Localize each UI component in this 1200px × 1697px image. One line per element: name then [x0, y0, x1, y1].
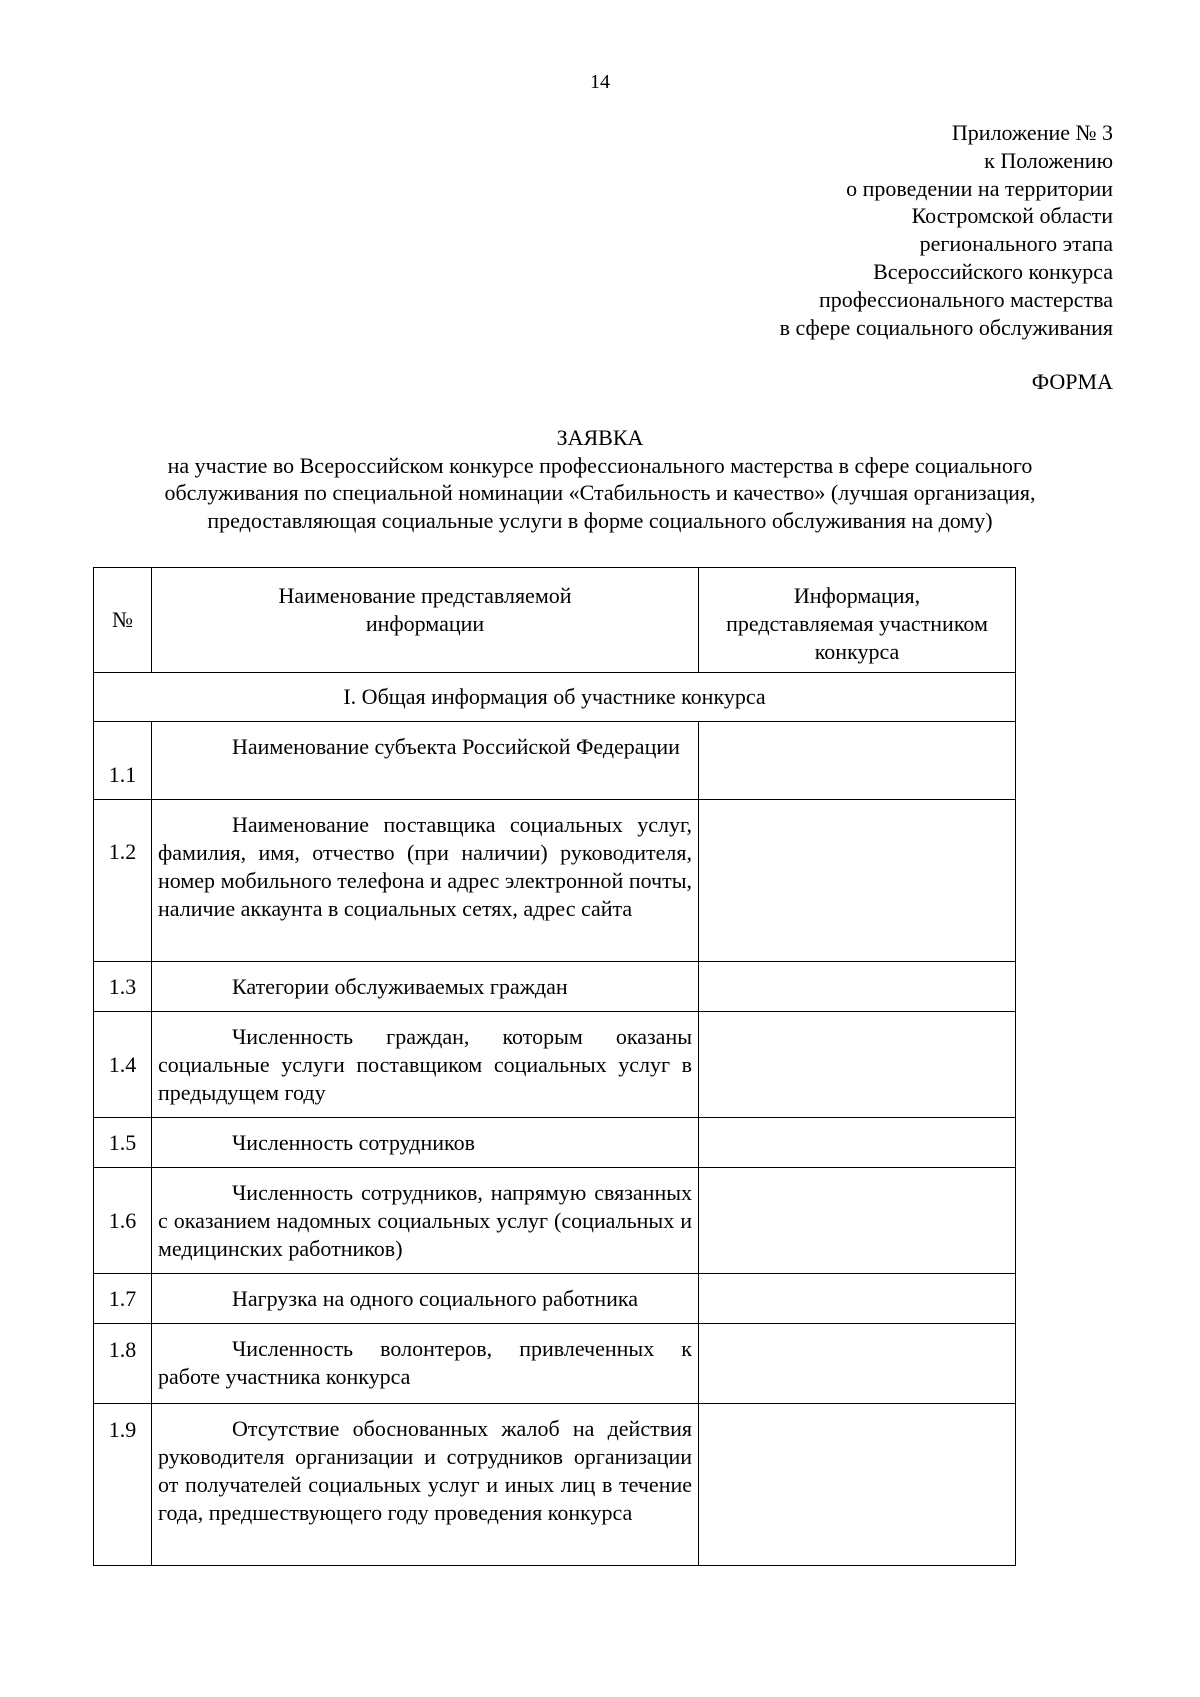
- header-number: №: [94, 568, 152, 673]
- table-row: [94, 1118, 1016, 1168]
- header-info-line: Информация,: [793, 583, 921, 608]
- row-number: 1.1: [94, 722, 152, 800]
- row-value-cell[interactable]: [699, 1168, 1016, 1274]
- row-value-cell[interactable]: [699, 1118, 1016, 1168]
- row-value-cell[interactable]: [699, 722, 1016, 800]
- page-number: 14: [590, 71, 610, 93]
- row-value-cell[interactable]: [699, 1324, 1016, 1404]
- header-info-line: конкурса: [814, 639, 900, 664]
- section-title: I. Общая информация об участнике конкурса: [94, 673, 1016, 722]
- row-value-cell[interactable]: [699, 962, 1016, 1012]
- document-title: ЗАЯВКА: [556, 425, 644, 450]
- row-number: 1.4: [94, 1012, 152, 1118]
- row-name: Численность волонтеров, привлеченных к работе участника конкурса: [152, 1324, 699, 1404]
- subtitle-line: обслуживания по специальной номинации «Стабильность и качество» (лучшая организация,: [164, 480, 1036, 505]
- table-row: [94, 1404, 1016, 1566]
- row-value-cell[interactable]: [699, 1404, 1016, 1566]
- table-header-row: [94, 568, 1016, 673]
- appendix-line: о проведении на территории: [846, 175, 1113, 201]
- table-row: [94, 800, 1016, 962]
- appendix-reference: [780, 119, 1113, 341]
- header-name: [152, 568, 699, 673]
- appendix-line: профессионального мастерства: [818, 286, 1113, 312]
- table-row: [94, 1168, 1016, 1274]
- appendix-line: Костромской области: [911, 203, 1113, 229]
- row-number: 1.2: [94, 800, 152, 962]
- subtitle-line: на участие во Всероссийском конкурсе профессионального мастерства в сфере социального: [167, 452, 1033, 478]
- row-number: 1.6: [94, 1168, 152, 1274]
- row-number: 1.9: [94, 1404, 152, 1566]
- appendix-line: к Положению: [984, 147, 1113, 173]
- row-name: Категории обслуживаемых граждан: [152, 962, 699, 1012]
- row-name: Наименование поставщика социальных услуг, фамилия, имя, отчество (при наличии) руководителя, номер мобильного телефона и адрес электронной почты, наличие аккаунта в социальных сетях, адрес сайта: [152, 800, 699, 962]
- header-info: [699, 568, 1016, 673]
- row-value-cell[interactable]: [699, 1274, 1016, 1324]
- table-row: [94, 1012, 1016, 1118]
- appendix-line: регионального этапа: [919, 231, 1113, 257]
- header-info-line: представляемая участником: [726, 611, 988, 636]
- header-name-line: информации: [365, 611, 485, 636]
- row-number: 1.8: [94, 1324, 152, 1404]
- subtitle-line: предоставляющая социальные услуги в форме социального обслуживания на дому): [207, 507, 993, 533]
- row-name: Численность сотрудников: [152, 1118, 699, 1168]
- row-name: Отсутствие обоснованных жалоб на действия руководителя организации и сотрудников организации от получателей социальных услуг и иных лиц в течение года, предшествующего году проведения конкурса: [152, 1404, 699, 1566]
- row-name: Численность сотрудников, напрямую связанных с оказанием надомных социальных услуг (социальных и медицинских работников): [152, 1168, 699, 1274]
- document-heading: [100, 424, 1100, 534]
- appendix-line: Всероссийского конкурса: [873, 258, 1113, 284]
- row-name: Наименование субъекта Российской Федерации: [152, 722, 699, 800]
- table-row: [94, 1324, 1016, 1404]
- application-table: [93, 567, 1016, 1566]
- header-name-line: Наименование представляемой: [278, 583, 572, 608]
- section-row: [94, 673, 1016, 722]
- row-name: Численность граждан, которым оказаны социальные услуги поставщиком социальных услуг в предыдущем году: [152, 1012, 699, 1118]
- form-label: ФОРМА: [1031, 369, 1113, 394]
- row-name: Нагрузка на одного социального работника: [152, 1274, 699, 1324]
- row-number: 1.5: [94, 1118, 152, 1168]
- row-value-cell[interactable]: [699, 1012, 1016, 1118]
- row-number: 1.3: [94, 962, 152, 1012]
- table-row: [94, 962, 1016, 1012]
- row-value-cell[interactable]: [699, 800, 1016, 962]
- row-number: 1.7: [94, 1274, 152, 1324]
- appendix-line: Приложение № 3: [951, 120, 1113, 145]
- table-row: [94, 1274, 1016, 1324]
- table-row: [94, 722, 1016, 800]
- appendix-line: в сфере социального обслуживания: [779, 314, 1113, 340]
